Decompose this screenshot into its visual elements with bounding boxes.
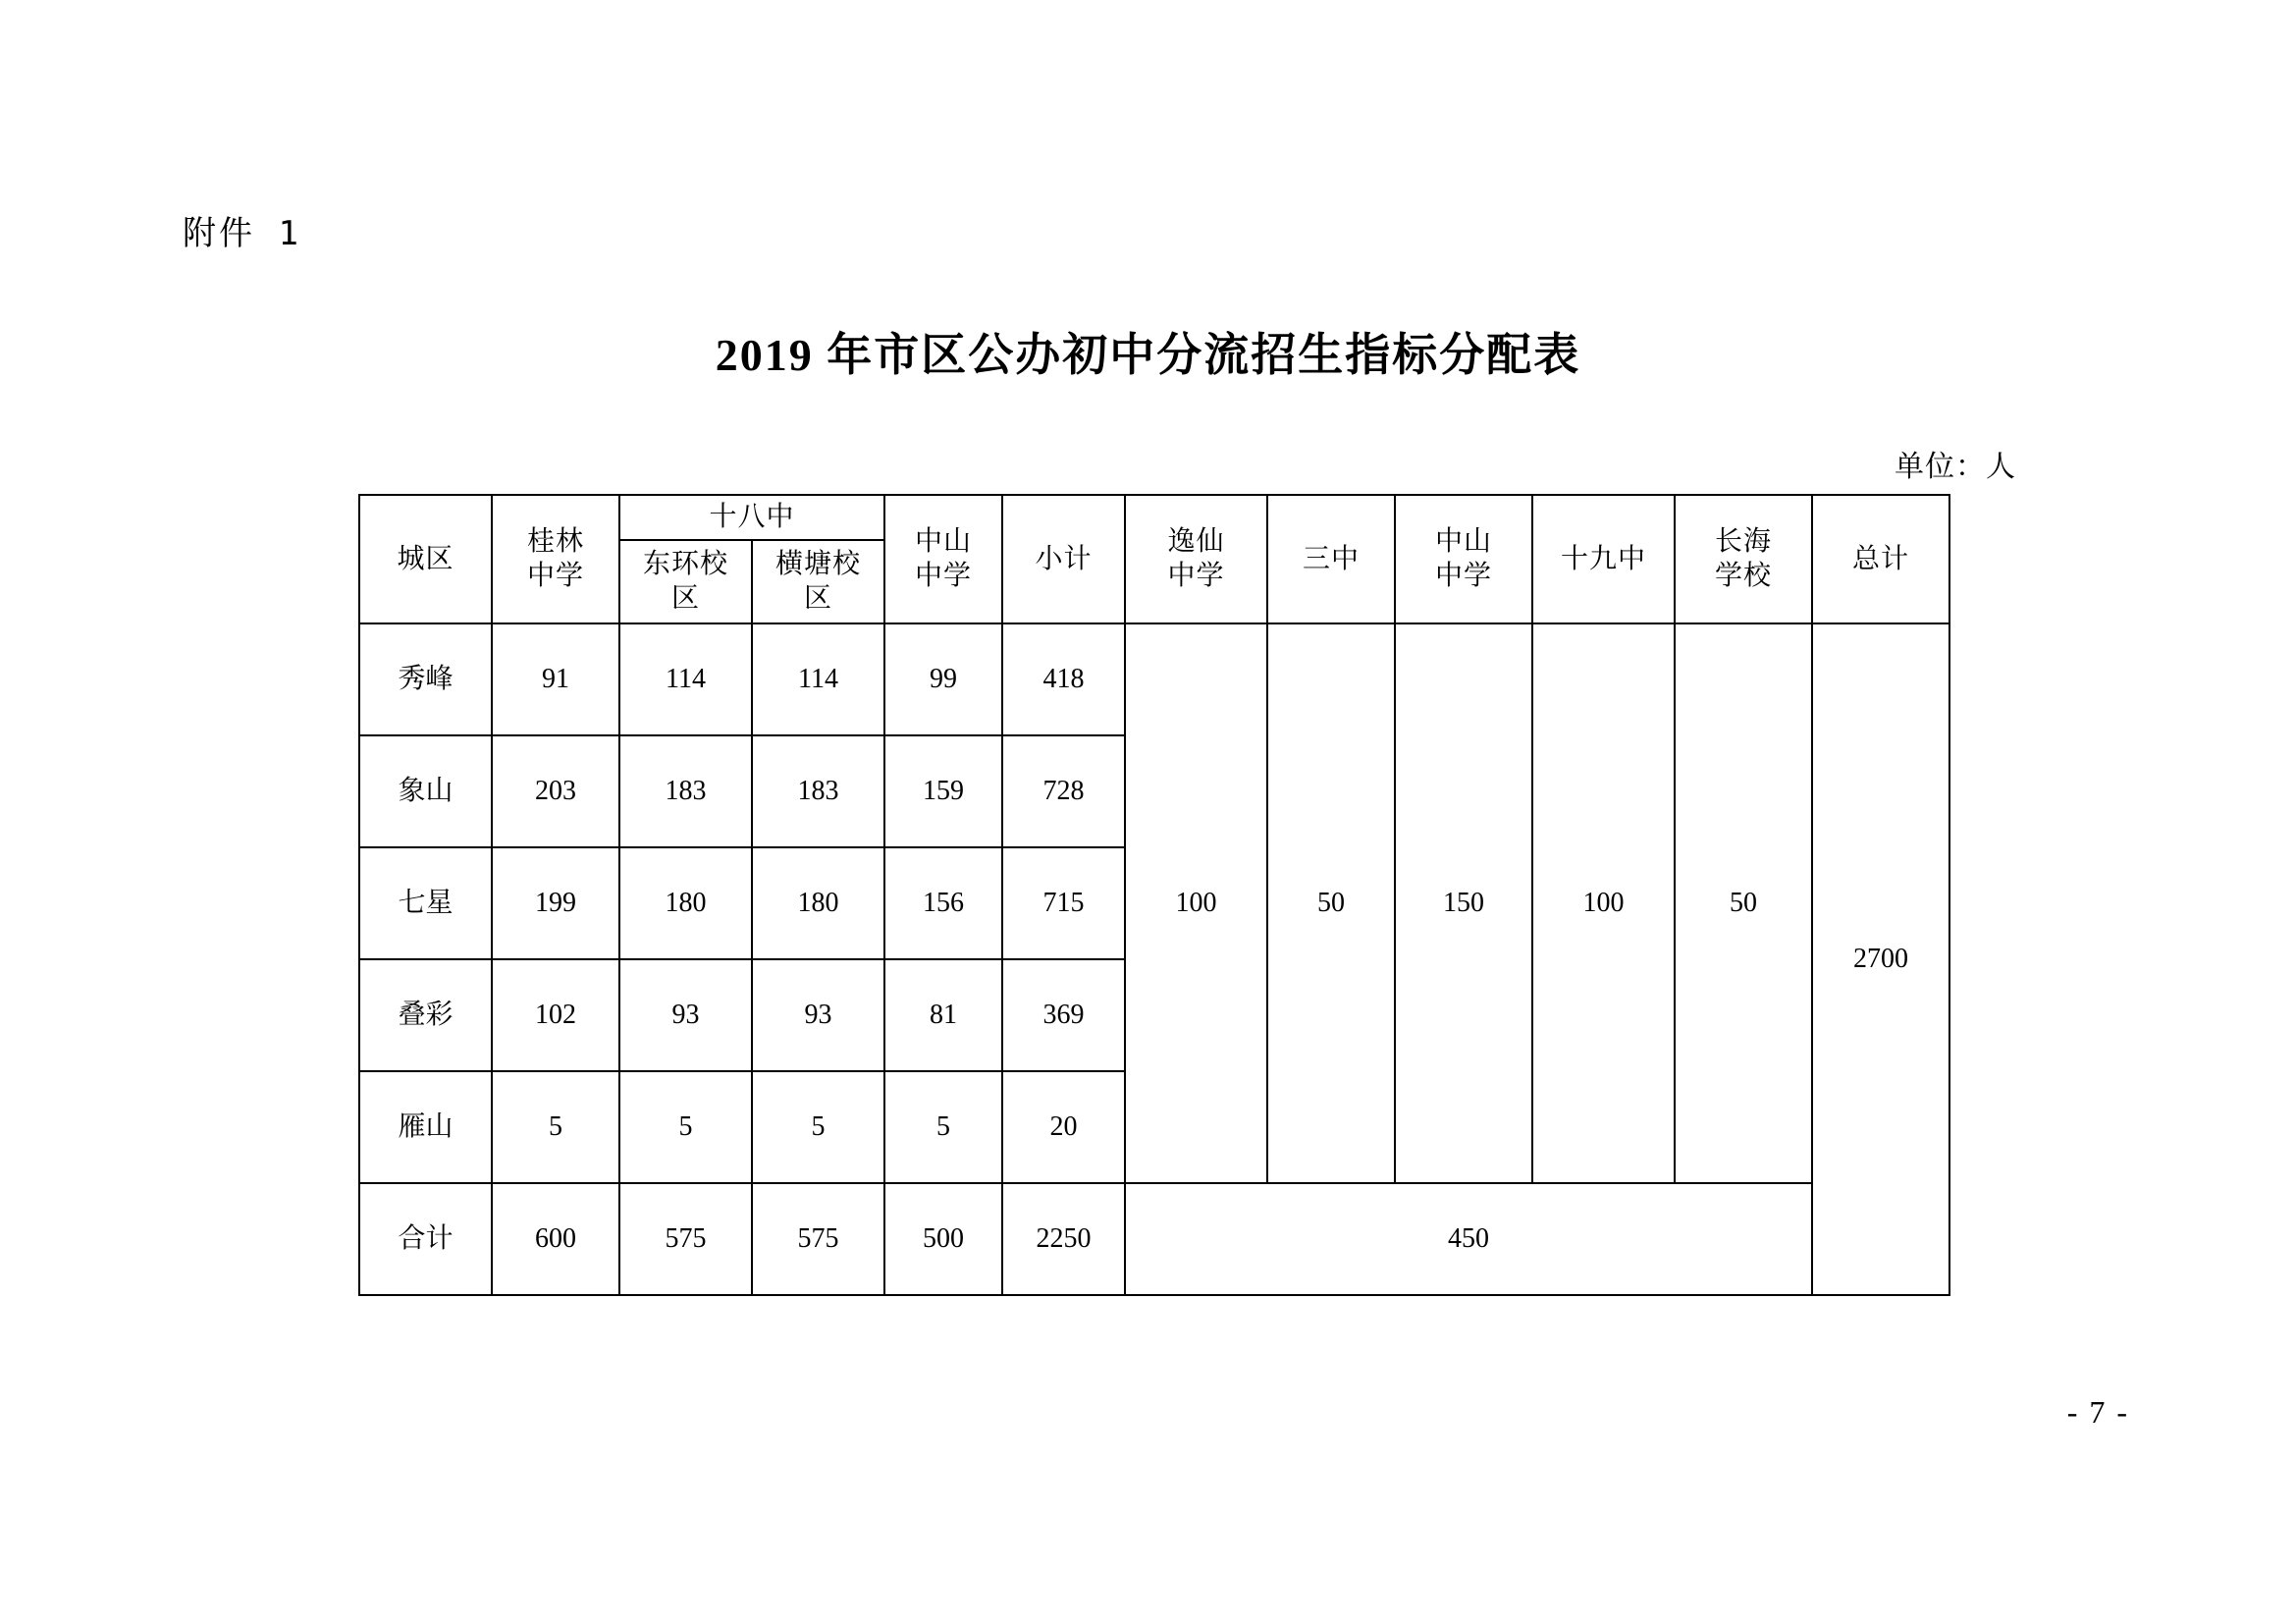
- cell-city: 叠彩: [359, 959, 492, 1071]
- cell-guilin: 102: [492, 959, 619, 1071]
- cell-subtotal: 728: [1002, 735, 1125, 847]
- cell-nineteenth-merged: 100: [1532, 623, 1675, 1183]
- cell-city-total: 合计: [359, 1183, 492, 1295]
- cell-city: 雁山: [359, 1071, 492, 1183]
- header-city: 城区: [359, 495, 492, 623]
- header-third-middle: 三中: [1267, 495, 1395, 623]
- cell-hengtang: 114: [752, 623, 884, 735]
- cell-hengtang-total: 575: [752, 1183, 884, 1295]
- cell-guilin-total: 600: [492, 1183, 619, 1295]
- table-row: [359, 623, 1949, 735]
- cell-hengtang: 5: [752, 1071, 884, 1183]
- cell-zhongshan: 81: [884, 959, 1002, 1071]
- cell-zhongshan: 156: [884, 847, 1002, 959]
- cell-donghuan: 5: [619, 1071, 752, 1183]
- cell-donghuan: 93: [619, 959, 752, 1071]
- header-yixian-middle: 逸仙 中学: [1125, 495, 1267, 623]
- cell-donghuan-total: 575: [619, 1183, 752, 1295]
- cell-changhai-merged: 50: [1675, 623, 1812, 1183]
- table-total-row: [359, 1183, 1949, 1295]
- cell-others-total: 450: [1125, 1183, 1812, 1295]
- unit-note: 单位：人: [1895, 451, 2016, 483]
- cell-guilin: 91: [492, 623, 619, 735]
- cell-city: 象山: [359, 735, 492, 847]
- cell-zhongshan: 159: [884, 735, 1002, 847]
- cell-donghuan: 183: [619, 735, 752, 847]
- cell-subtotal: 20: [1002, 1071, 1125, 1183]
- cell-subtotal-total: 2250: [1002, 1183, 1125, 1295]
- page-number: - 7 -: [2066, 1394, 2129, 1430]
- cell-subtotal: 418: [1002, 623, 1125, 735]
- allocation-table-wrapper: [358, 494, 1949, 1296]
- header-zhongshan-middle: 中山 中学: [884, 495, 1002, 623]
- cell-city: 七星: [359, 847, 492, 959]
- cell-guilin: 203: [492, 735, 619, 847]
- header-nineteenth-middle: 十九中: [1532, 495, 1675, 623]
- header-eighteenth-middle: 十八中: [619, 495, 884, 540]
- header-eighteenth-donghuan: 东环校 区: [619, 540, 752, 623]
- cell-donghuan: 114: [619, 623, 752, 735]
- allocation-table: [358, 494, 1950, 1296]
- cell-guilin: 5: [492, 1071, 619, 1183]
- cell-donghuan: 180: [619, 847, 752, 959]
- cell-subtotal: 369: [1002, 959, 1125, 1071]
- cell-zhongshan2-merged: 150: [1395, 623, 1532, 1183]
- cell-hengtang: 180: [752, 847, 884, 959]
- cell-city: 秀峰: [359, 623, 492, 735]
- cell-third-merged: 50: [1267, 623, 1395, 1183]
- cell-hengtang: 183: [752, 735, 884, 847]
- header-guilin-middle: 桂林 中学: [492, 495, 619, 623]
- cell-zhongshan: 99: [884, 623, 1002, 735]
- cell-yixian-merged: 100: [1125, 623, 1267, 1183]
- page-title: 2019 年市区公办初中分流招生指标分配表: [715, 330, 1581, 380]
- cell-guilin: 199: [492, 847, 619, 959]
- header-changhai-school: 长海 学校: [1675, 495, 1812, 623]
- table-header-row-1: [359, 495, 1949, 540]
- cell-grand-total: 2700: [1812, 623, 1949, 1295]
- header-grand-total: 总计: [1812, 495, 1949, 623]
- attachment-label: 附件 1: [183, 214, 301, 253]
- header-eighteenth-hengtang: 横塘校 区: [752, 540, 884, 623]
- cell-hengtang: 93: [752, 959, 884, 1071]
- cell-subtotal: 715: [1002, 847, 1125, 959]
- header-zhongshan-middle-2: 中山 中学: [1395, 495, 1532, 623]
- cell-zhongshan-total: 500: [884, 1183, 1002, 1295]
- header-subtotal: 小计: [1002, 495, 1125, 623]
- cell-zhongshan: 5: [884, 1071, 1002, 1183]
